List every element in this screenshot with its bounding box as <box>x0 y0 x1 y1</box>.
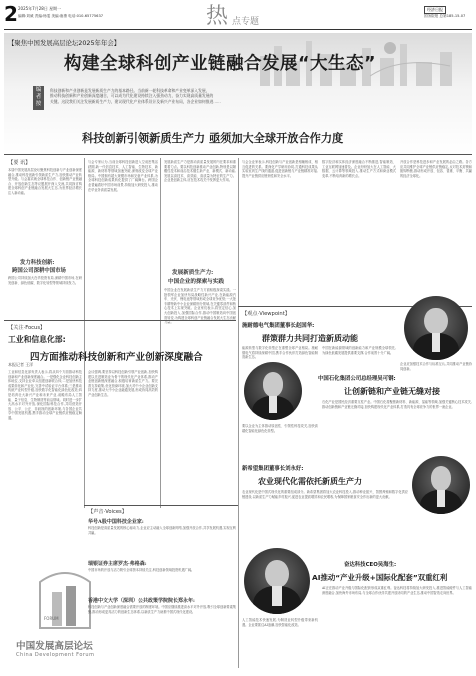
banner-kicker: 【聚焦中国发展高层论坛2025年年会】 <box>8 39 121 47</box>
voice-speaker-3: 香港中文大学（深圳）公共政策学院院长郑永年: <box>88 598 195 604</box>
box-title-2: 中国企业的探索与实践 <box>168 279 224 285</box>
header-rule <box>4 29 472 30</box>
column-divider <box>238 158 239 668</box>
middle-body-text: 中国企业在发展新质生产力方面积极探索实践。一批领军企业加快布局战略性新兴产业,在新能源汽车、光伏、锂电池等领域形成全球竞争优势;一大批专精特新中小企业深耕细分领域,在关键零部件和核心技术上实现突破。企业家们表示,将坚定信心,加大创新投入,加强国际合作,推动中国制造向中国创造转变,为构建全球科创产业链融合发展大生态贡献力量。 <box>164 288 236 325</box>
focus-tag: 【关注·Focus】 <box>8 325 46 331</box>
viewpoint-name-1: 施耐德电气集团董事长赵国华: <box>242 323 315 329</box>
box-title-1: 发展新质生产力: <box>172 270 214 276</box>
viewpoint-title-3: 农业现代化需依托新质生产力 <box>258 477 362 486</box>
viewpoint-text-4: 人工智能技术快速发展,为制造业转型升级带来新机遇。企业要抓住AI浪潮,加快智能化改造。 <box>242 618 318 627</box>
editor-note-tag <box>33 86 44 110</box>
intro-text <box>50 88 450 104</box>
column-divider <box>160 158 161 508</box>
intro-line: 科技创新和产业创新是发展新质生产力的基本路径。当前新一轮科技革命和产业变革深入发展， <box>50 88 210 93</box>
focus-headline-1: 工业和信息化部: <box>8 335 66 344</box>
issue-info: 国务院报 总第185-15-07 <box>424 14 466 18</box>
voice-text-1: 科技创新是高质量发展的核心驱动力,企业应主动融入全球创新网络,加强开放合作,共享发展机遇,实现互利共赢。 <box>88 526 236 535</box>
viewpoint-text-3: 农业现代化是中国式现代化的重要组成部分。新希望集团将加大农业科技投入,推动种业振兴、智慧养殖和数字化供应链建设,以新质生产力赋能乡村振兴,促进农业提质增效和农民增收,为保障国家粮食安全作出新的更大贡献。 <box>242 490 408 499</box>
middle-body-text: 发展新质生产力是推动高质量发展的内在要求和重要着力点。要以科技创新推动产业创新,特别是以颠覆性技术和前沿技术催生新产业、新模式、新动能,发展以高技术、高效能、高质量为特征的生产力。企业是创新主体,应在技术攻关中发挥更大作用。 <box>164 160 236 183</box>
forum-badge: FORUM <box>44 616 59 621</box>
left-section-tag: 【要 讯】 <box>8 160 31 166</box>
page-number: 2 <box>4 2 18 26</box>
left-caption-title-1: 发力科技创新: <box>20 260 55 266</box>
intro-line: 推动科技创新和产业创新深度融合，可以成为代化建设持续注入强劲动力，奋力实现高质量发展的 <box>50 93 214 99</box>
voices-rule <box>84 505 238 506</box>
viewpoint-text-4b: AI正在推动产业升级与国际化配套形成双重红利。奋达科技将持续加大研发投入,推进智能硬件与人工智能深度融合,加快海外市场布局,与全球合作伙伴共建开放协同的产业生态,推动中国智造走向世界。 <box>322 586 472 595</box>
section-title-main: 热 <box>206 4 229 29</box>
viewpoint-tag: 【观点·Viewpoint】 <box>242 311 290 317</box>
speaker-photo-1 <box>404 296 468 360</box>
focus-headline-2: 四方面推动科技创新和产业创新深度融合 <box>30 352 203 363</box>
viewpoint-name-4: 奋达科技CEO吴海生: <box>344 562 397 568</box>
focus-body-left: 工业和信息化部负责人表示,将从四个方面推动科技创新和产业创新深度融合。一是强化企业科技创新主体地位,支持企业牵头组建创新联合体;二是加快科技成果转化和产业化,完善中试验证平台体系;三是推动传统产业转型升级,加快数字化智能化绿色化改造;四是培育壮大新兴产业和未来产业,前瞻布局人工智能、量子信息、生物制造等前沿领域。同时进一步扩大高水平对外开放,深化国际科技合作,共同营造开放、公平、公正、非歧视的创新环境,与各国企业共享中国发展机遇,携手推动全球产业链供应链稳定畅通。 <box>8 370 82 420</box>
speaker-photo-3 <box>412 456 470 514</box>
voice-speaker-2: 瑞银证券主席罗杰·弗格森: <box>88 561 147 567</box>
voices-tag: 【声音·Voices】 <box>88 509 127 515</box>
viewpoint-name-2: 中国石化集团公司总经理吴可钢: <box>318 376 396 382</box>
voice-text-3: 科技创新与产业创新深度融合需要开放的制度环境。中国应继续推进高水平对外开放,吸引全球创新要素集聚,推动形成更具活力的创新生态体系,以新质生产力助推中国式现代化建设。 <box>88 605 236 614</box>
viewpoint-text-1b: 中国在新能源领域的创新能力和产业规模全球领先,为绿色低碳发展提供重要支撑,合作前景十分广阔。 <box>322 346 396 355</box>
section-title-sub: 点专题 <box>232 17 260 27</box>
editor-note-char-3: 按 <box>35 101 42 108</box>
viewpoint-text-2: 要以企业为主体推动原创性、引领性科技攻关,加快高端化智能化绿色化转型。 <box>242 424 318 433</box>
banner-headline: 构建全球科创产业链融合发展“大生态” <box>64 54 377 74</box>
banner-subheadline: 科技创新引领新质生产力 亟须加大全球开放合作力度 <box>82 131 344 145</box>
banner-rule <box>4 154 472 155</box>
speaker-photo-2 <box>244 362 302 420</box>
viewpoint-text-2b: 石化产业是国民经济重要支柱产业。中国石化将聚焦新材料、新能源、氢能等领域,加强关键核心技术攻关,推动创新链和产业链无缝对接,加快构建现代化产业体系,打造具有全球竞争力的世界一流企业。 <box>322 400 472 409</box>
left-body-text: 跨国公司持续加大在华投资布局,深耕中国市场,在研发创新、绿色低碳、数字化转型等领域持续发力。 <box>8 276 82 285</box>
date-line: 2025年7月28日 星期一 <box>18 6 62 11</box>
paper-brand: 经济日报 <box>424 6 446 14</box>
speaker-photo-4 <box>244 548 310 614</box>
viewpoint-title-2: 让创新链和产业链无缝对接 <box>344 387 440 396</box>
intro-line: 关键。这段我们关注发展新质生产力，建议现代化产业体系设计及新兴产业布局，各企业如何推进…… <box>50 98 221 104</box>
editors-line: 编辑:刘威 责编:杨雯 美编:唐康 电话:010-65775637 <box>18 14 104 18</box>
viewpoint-title-1: 群策群力共同打造新质动能 <box>262 334 358 343</box>
viewpoint-text-1: 能源转型与数字化转型正在重塑全球产业格局。施耐德电气将持续深耕中国,携手合作伙伴打造绿色智能制造新生态。 <box>242 346 318 360</box>
left-body-text: 本届中国发展高层论坛聚焦科技创新与产业创新深度融合,推动科技创新引领新质生产力,加快推动产业转型升级。与会嘉宾就全球科技合作、创新链产业链融合、开放创新生态等议题展开深入交流,共同探讨构建全球科创产业链融合发展大生态,为世界经济增长注入新动能。 <box>8 168 82 195</box>
voice-speaker-1: 华号A股中国科技企业家: <box>88 519 144 525</box>
voice-text-2: 中国市场的开放与活力吸引全球资本持续关注,科技创新领域投资机遇广阔。 <box>88 568 195 572</box>
editor-note-char-2: 者 <box>35 94 42 101</box>
focus-byline: 本报记者 王洋 <box>8 362 34 367</box>
right-body-text: 开放合作是科技进步和产业发展的必由之路。各方应共同维护全球产业链供应链稳定,反对技术封锁和脱钩断链,推动形成开放、包容、普惠、平衡、共赢的经济全球化。 <box>400 160 472 178</box>
viewpoint-text-1c: 企业应加强技术合作与标准互认,共同推动产业链协同创新。 <box>400 362 472 371</box>
forum-logo-cn: 中国发展高层论坛 <box>16 641 93 652</box>
viewpoint-name-3: 新希望集团董事长刘永好: <box>242 466 304 472</box>
viewpoint-title-4: AI推动“产业升级+国际化配套”双重红利 <box>312 573 448 582</box>
middle-body-text: 与会专家认为,当前全球科技创新进入空前密集活跃期,新一代信息技术、人工智能、生物技术、新能源、新材料等领域加速突破,深刻改变全球产业格局。中国拥有超大规模市场和完备产业体系,为全球科技创新成果转化提供了广阔舞台。跨国企业普遍看好中国市场前景,持续加大研发投入,推动在华业务高质量发展。 <box>88 160 158 192</box>
column-divider <box>84 158 85 508</box>
right-body-text: 与会企业家表示,科技创新与产业创新是相辅相成、相互促进的关系。要深化产学研用协同,打通科技成果从实验室到生产线的通道,促进创新链与产业链精准对接,提升产业链供应链韧性和安全水平。 <box>242 160 318 178</box>
right-body-text: 数字经济和实体经济深度融合不断推进,智能制造、工业互联网加速普及。企业纷纷加大在人工智能、大数据、云计算等领域投入,推动生产方式和商业模式变革,不断培育新的增长点。 <box>322 160 396 178</box>
forum-logo-en: China Development Forum <box>16 652 95 658</box>
editor-note-char-1: 编 <box>35 87 42 93</box>
left-caption-title-2: 跨国公司深耕中国市场 <box>12 268 66 274</box>
focus-body-middle: 会议强调,要坚持以科技创新引领产业创新,加快构建以先进制造业为骨干的现代化产业体系,推动产业链创新链深度融合,积极培育新质生产力。要完善支持政策,优化营商环境,加大对中小企业创新支持力度,推动大中小企业融通发展,形成协同高效的产业创新生态。 <box>88 370 158 397</box>
